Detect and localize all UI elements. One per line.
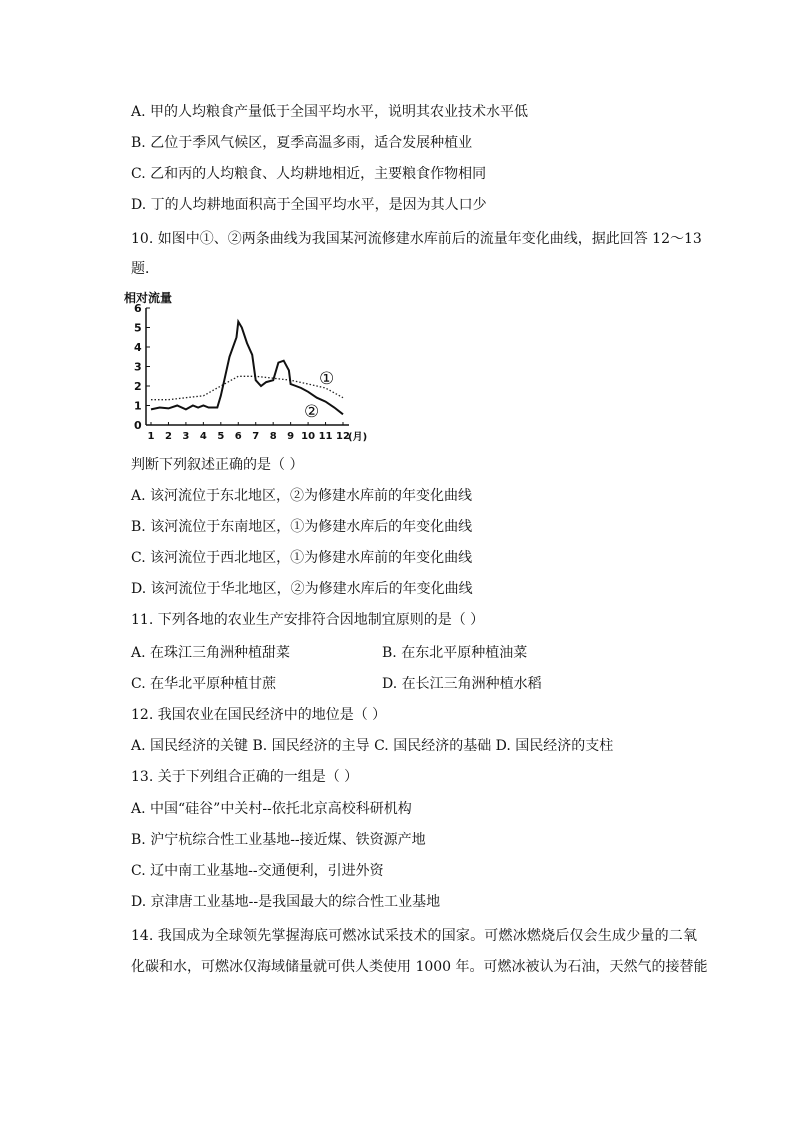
q12-options: A. 国民经济的关键 B. 国民经济的主导 C. 国民经济的基础 D. 国民经济的支柱: [131, 738, 614, 754]
y-tick-label: 5: [134, 321, 142, 335]
x-axis-label: (月): [348, 432, 368, 443]
x-tick-label: 6: [234, 431, 242, 442]
q9-option-a: A. 甲的人均粮食产量低于全国平均水平，说明其农业技术水平低: [131, 104, 529, 120]
series-2-line: [151, 322, 343, 415]
x-tick-label: 5: [217, 431, 225, 442]
q10-stem-line1: 10. 如图中①、②两条曲线为我国某河流修建水库前后的流量年变化曲线，据此回答 12～13: [131, 231, 702, 247]
q9-option-b: B. 乙位于季风气候区，夏季高温多雨，适合发展种植业: [131, 135, 473, 151]
x-tick-label: 11: [318, 431, 333, 442]
y-tick-label: 4: [134, 341, 142, 354]
y-tick-label: 0: [134, 419, 142, 432]
q13-option-c: C. 辽中南工业基地--交通便利，引进外资: [131, 863, 384, 879]
x-tick-label: 7: [252, 431, 260, 442]
y-axis-label: 相对流量: [124, 291, 173, 305]
x-tick-label: 2: [164, 431, 172, 442]
q10-stem-line2: 题．: [131, 261, 159, 277]
q10-option-d: D. 该河流位于华北地区，②为修建水库后的年变化曲线: [131, 581, 473, 597]
q14-line2: 化碳和水，可燃冰仅海域储量就可供人类使用 1000 年。可燃冰被认为石油，天然气的接替能: [131, 959, 708, 975]
q11-option-b: B. 在东北平原种植油菜: [382, 645, 528, 661]
q13-option-d: D. 京津唐工业基地--是我国最大的综合性工业基地: [131, 894, 441, 910]
q14-line1: 14. 我国成为全球领先掌握海底可燃冰试采技术的国家。可燃冰燃烧后仅会生成少量的二氧: [131, 928, 697, 944]
q11-stem: 11. 下列各地的农业生产安排符合因地制宜原则的是（ ）: [131, 612, 485, 628]
series-2-label: ②: [304, 402, 320, 422]
y-tick-label: 6: [134, 302, 142, 315]
q12-stem: 12. 我国农业在国民经济中的地位是（ ）: [131, 707, 387, 723]
x-tick-label: 12: [336, 431, 350, 442]
q10-option-a: A. 该河流位于东北地区，②为修建水库前的年变化曲线: [131, 488, 473, 504]
q13-stem: 13. 关于下列组合正确的一组是（ ）: [131, 769, 359, 785]
flow-chart: [124, 288, 368, 448]
q10-option-b: B. 该河流位于东南地区，①为修建水库后的年变化曲线: [131, 519, 473, 535]
x-tick-label: 3: [182, 431, 190, 442]
q11-option-a: A. 在珠江三角洲种植甜菜: [131, 645, 291, 661]
q11-option-d: D. 在长江三角洲种植水稻: [382, 676, 542, 692]
q11-option-c: C. 在华北平原种植甘蔗: [131, 676, 277, 692]
y-ticks: [134, 302, 150, 432]
q10-prompt: 判断下列叙述正确的是（ ）: [131, 457, 304, 473]
q13-option-b: B. 沪宁杭综合性工业基地--接近煤、铁资源产地: [131, 832, 426, 848]
x-tick-label: 1: [147, 431, 155, 442]
q10-option-c: C. 该河流位于西北地区，①为修建水库前的年变化曲线: [131, 550, 473, 566]
y-tick-label: 2: [134, 380, 142, 393]
x-tick-label: 9: [287, 431, 295, 442]
series-1-label: ①: [319, 369, 335, 389]
x-tick-label: 10: [301, 431, 316, 442]
q13-option-a: A. 中国“硅谷”中关村--依托北京高校科研机构: [131, 801, 412, 817]
y-tick-label: 3: [134, 360, 142, 374]
q9-option-c: C. 乙和丙的人均粮食、人均耕地相近，主要粮食作物相同: [131, 166, 487, 182]
x-tick-label: 8: [269, 431, 277, 442]
x-tick-label: 4: [199, 431, 207, 442]
y-tick-label: 1: [134, 399, 142, 413]
q9-option-d: D. 丁的人均耕地面积高于全国平均水平，是因为其人口少: [131, 197, 487, 213]
